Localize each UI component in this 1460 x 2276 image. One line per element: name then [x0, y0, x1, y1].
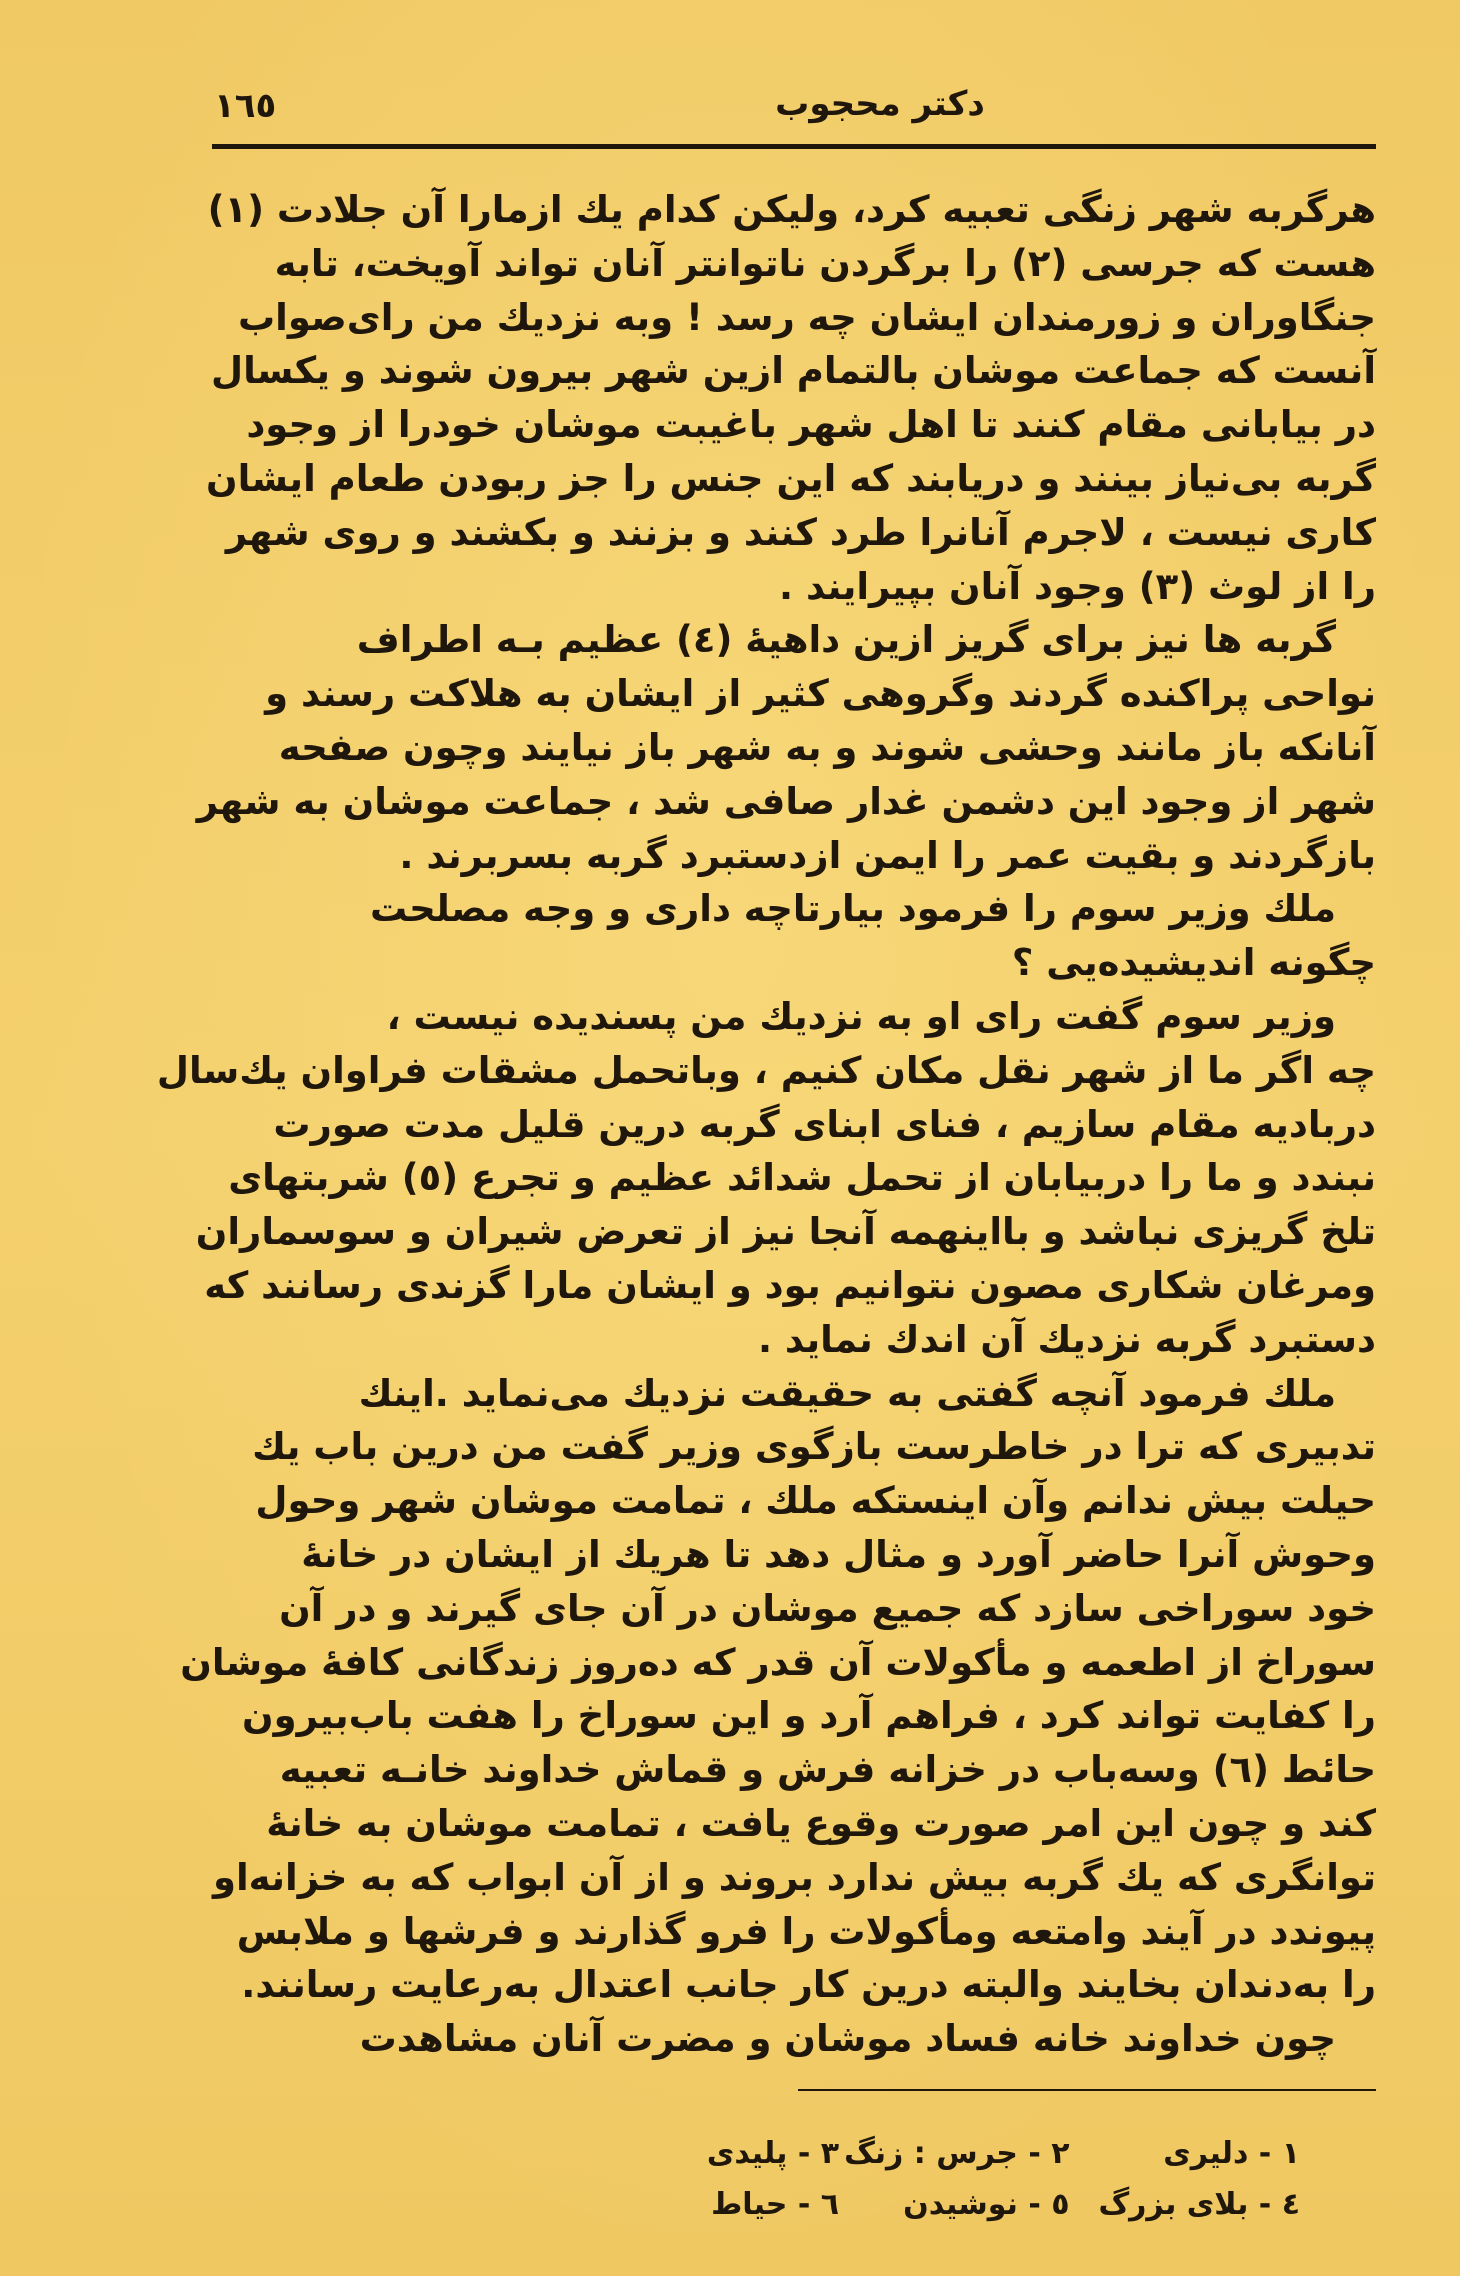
body-text: [156, 183, 1376, 2066]
text-line: دستبرد گربه نزدیك آن اندك نماید .: [757, 1317, 1376, 1361]
text-line: سوراخ از اطعمه و مأکولات آن قدر که ده‌روز زندگانی کافهٔ موشان: [180, 1640, 1376, 1684]
text-line: کند و چون این امر صورت وقوع یافت ، تمامت موشان به خانهٔ: [266, 1801, 1376, 1845]
text-line: را از لوث (۳) وجود آنان بپیرایند .: [779, 564, 1376, 608]
text-line: ومرغان شکاری مصون نتوانیم بود و ایشان مارا گزندی رسانند که: [204, 1263, 1376, 1307]
footnote-rule: [798, 2089, 1376, 2091]
footnote-item: ٥ - نوشیدن: [903, 2187, 1070, 2222]
text-line: گربه ها نیز برای گریز ازین داهیهٔ (٤) عظیم بـه اطراف: [356, 618, 1336, 662]
text-line: تلخ گریزی نباشد و بااینهمه آنجا نیز از تعرض شیران و سوسماران: [195, 1210, 1376, 1254]
footnote-item: ۳ - پلیدی: [706, 2136, 840, 2171]
footnotes: [600, 2128, 1300, 2230]
text-line: نواحی پراکنده گردند وگروهی کثیر از ایشان به هلاکت رسند و: [265, 672, 1376, 716]
text-line: در بیابانی مقام کنند تا اهل شهر باغیبت موشان خودرا از وجود: [246, 403, 1376, 447]
text-line: را به‌دندان بخایند والبته درین کار جانب اعتدال به‌رعایت رسانند.: [241, 1963, 1376, 2007]
text-line: شهر از وجود این دشمن غدار صافی شد ، جماعت موشان به شهر: [196, 779, 1376, 823]
text-line: چگونه اندیشیده‌یی ؟: [1011, 941, 1376, 985]
text-line: حیلت بیش ندانم وآن اینستکه ملك ، تمامت موشان شهر وحول: [255, 1479, 1376, 1523]
text-line: حائط (٦) وسه‌باب در خزانه فرش و قماش خداوند خانـه تعبیه: [279, 1748, 1376, 1792]
footnote-item: ٤ - بلای بزرگ: [1098, 2187, 1300, 2222]
text-line: گربه بی‌نیاز بینند و دریابند که این جنس را جز ربودن طعام ایشان: [206, 456, 1376, 500]
text-line: بازگردند و بقیت عمر را ایمن ازدستبرد گربه بسربرند .: [399, 833, 1376, 877]
text-line: آنانکه باز مانند وحشی شوند و به شهر باز نیایند وچون صفحه: [278, 725, 1376, 769]
text-line: ملك فرمود آنچه گفتی به حقیقت نزدیك می‌نماید .اینك: [358, 1371, 1336, 1415]
text-line: هست که جرسی (۲) را برگردن ناتوانتر آنان تواند آویخت، تابه: [274, 241, 1376, 285]
text-line: وزیر سوم گفت رای او به نزدیك من پسندیده نیست ،: [386, 994, 1336, 1038]
text-line: چه اگر ما از شهر نقل مکان کنیم ، وباتحمل مشقات فراوان یك‌سال: [156, 1048, 1376, 1092]
footnote-item: ۲ - جرس : زنگ: [844, 2136, 1070, 2171]
text-line: آنست که جماعت موشان بالتمام ازین شهر بیرون شوند و یکسال: [210, 349, 1376, 393]
text-line: هرگربه شهر زنگی تعبیه کرد، ولیکن کدام یك ازمارا آن جلادت (۱): [207, 188, 1376, 231]
footnote-item: ۱ - دلیری: [1163, 2136, 1300, 2171]
running-title: دکتر محجوب: [775, 84, 985, 124]
text-line: کاری نیست ، لاجرم آنانرا طرد کنند و بزنند و بکشند و روی شهر: [225, 510, 1376, 554]
text-line: جنگاوران و زورمندان ایشان چه رسد ! وبه نزدیك من رای‌صواب: [237, 295, 1376, 339]
text-line: وحوش آنرا حاضر آورد و مثال دهد تا هریك از ایشان در خانهٔ: [301, 1532, 1376, 1576]
text-line: را کفایت تواند کرد ، فراهم آرد و این سوراخ را هفت باب‌بیرون: [242, 1694, 1376, 1738]
footnote-row: [600, 2179, 1300, 2230]
page-header: [210, 82, 1378, 134]
text-line: چون خداوند خانه فساد موشان و مضرت آنان مشاهدت: [359, 2017, 1336, 2061]
text-line: ملك وزیر سوم را فرمود بیارتاچه داری و وجه مصلحت: [370, 887, 1336, 931]
text-line: تدبیری که ترا در خاطرست بازگوی وزیر گفت من درین باب یك: [252, 1425, 1376, 1469]
header-rule: [212, 144, 1376, 149]
page-number: ١٦٥: [214, 86, 277, 126]
text-line: خود سوراخی سازد که جمیع موشان در آن جای گیرند و در آن: [279, 1586, 1376, 1630]
footnote-row: [600, 2128, 1300, 2179]
footnote-item: ٦ - حیاط: [711, 2187, 840, 2222]
text-line: پیوندد در آیند وامتعه ومأکولات را فرو گذارند و فرشها و ملابس: [236, 1909, 1376, 1953]
text-line: توانگری که یك گربه بیش ندارد بروند و از آن ابواب که به خزانه‌او: [213, 1855, 1376, 1899]
text-line: دربادیه مقام سازیم ، فنای ابنای گربه درین قلیل مدت صورت: [273, 1102, 1376, 1146]
text-line: نبندد و ما را دربیابان از تحمل شدائد عظیم و تجرع (٥) شربتهای: [228, 1156, 1376, 1200]
